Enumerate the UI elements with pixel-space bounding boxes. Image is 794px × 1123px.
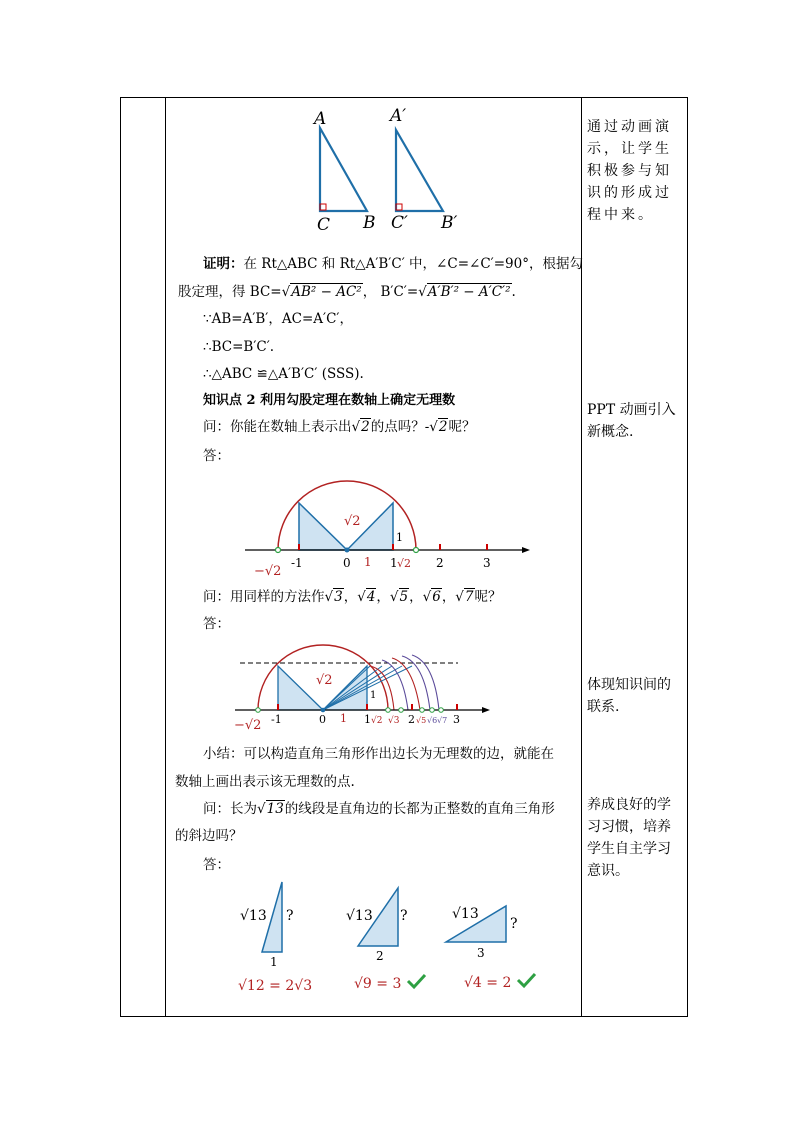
- q1-text-c: 呢？: [448, 419, 476, 435]
- arc-2: [382, 660, 408, 710]
- q1-radicand: 2: [361, 419, 370, 435]
- summary-line-2: 数轴上画出表示该无理数的点.: [175, 774, 355, 790]
- tick-2: [411, 704, 413, 710]
- proof-line-1: [203, 254, 583, 274]
- q2-text: 问：用同样的方法作: [203, 589, 325, 605]
- label-a: A: [314, 109, 327, 129]
- proof-lead: 证明：: [203, 256, 244, 272]
- tick-3: [486, 544, 488, 550]
- q2-rad-7: 7: [464, 589, 474, 605]
- pt-sqrt6: [430, 708, 435, 713]
- q2-end: 呢？: [474, 589, 502, 605]
- label-neg1: -1: [271, 713, 282, 726]
- answer-1: 答：: [203, 448, 230, 464]
- hypotenuse-label: √2: [344, 514, 361, 529]
- t3-hyp: √13: [452, 906, 479, 922]
- label-neg1: -1: [291, 556, 303, 570]
- point-neg-sqrt2: [276, 548, 281, 553]
- pt-neg-sqrt2: [256, 708, 261, 713]
- label-c-prime: C′: [391, 213, 408, 233]
- t2-check-icon: [408, 975, 425, 987]
- number-line-figure-2: [230, 640, 500, 740]
- proof-period: .: [511, 284, 516, 300]
- column-divider-1: [165, 98, 166, 1016]
- label-3: 3: [483, 556, 491, 570]
- axis-arrow: [482, 707, 490, 713]
- pt-origin: [321, 708, 326, 713]
- label-b: B: [363, 213, 376, 233]
- pt-sqrt3: [399, 708, 404, 713]
- point-sqrt2: [414, 548, 419, 553]
- label-0: 0: [319, 713, 326, 726]
- t1-hyp: √13: [240, 908, 267, 924]
- t1-leg: 1: [270, 955, 278, 969]
- column-divider-2: [581, 98, 582, 1016]
- radicand-b2c2: A′B′² − A′C′²: [427, 284, 511, 300]
- q1-text-b: 的点吗？-: [370, 419, 430, 435]
- tick-3: [456, 704, 458, 710]
- label-sqrt2: √2: [397, 557, 412, 570]
- sqrt-sign-2: √: [418, 284, 427, 300]
- t2-leg: 2: [376, 949, 384, 963]
- tick-2: [439, 544, 441, 550]
- q3-radicand: 13: [266, 801, 284, 817]
- t3-result: √4 = 2: [464, 975, 512, 991]
- label-0: 0: [343, 556, 351, 570]
- axis-arrow: [522, 547, 530, 553]
- proof-b2c2-text: ， B′C′=: [362, 284, 419, 300]
- radicand-bc: AB² − AC²: [291, 284, 362, 300]
- proof-line-4: ∴BC=B′C′.: [203, 339, 275, 355]
- q1-text-a: 问：你能在数轴上表示出: [203, 419, 352, 435]
- proof-text-1: 在 Rt△ABC 和 Rt△A′B′C′ 中，∠C=∠C′=90°，根据勾: [243, 256, 583, 272]
- label-neg-sqrt2: −√2: [234, 718, 262, 733]
- label-1: 1: [390, 556, 398, 570]
- label-c: C: [317, 215, 331, 235]
- triangle-abc: [320, 128, 367, 211]
- side-note-3: 体现知识间的联系.: [587, 677, 671, 715]
- left-right-triangle: [299, 503, 347, 550]
- t3-leg: 3: [477, 946, 485, 960]
- tick-1: [366, 704, 368, 710]
- tick-neg1: [298, 544, 300, 550]
- answer-3: 答：: [203, 857, 230, 873]
- q3-text-b: 的线段是直角边的长都为正整数的直角三角形: [284, 801, 555, 817]
- label-sqrt5: √5: [416, 716, 427, 725]
- sqrt-sign: √: [281, 284, 291, 300]
- t3-question: ?: [510, 916, 518, 932]
- label-1: 1: [364, 713, 371, 726]
- answer-2: 答：: [203, 616, 230, 632]
- proof-line-3: ∵AB=A′B′，AC=A′C′，: [203, 311, 353, 327]
- point-origin: [345, 548, 350, 553]
- pt-sqrt2: [386, 708, 391, 713]
- pt-sqrt7: [439, 708, 444, 713]
- hypotenuse-label: √2: [316, 673, 333, 688]
- q2-rad-5: 5: [399, 589, 409, 605]
- question-1: 问：你能在数轴上表示出√2的点吗？-√2呢？: [203, 419, 476, 435]
- knowledge-point-2-title: 知识点 2 利用勾股定理在数轴上确定无理数: [203, 393, 456, 408]
- t2-result: √9 = 3: [354, 976, 402, 992]
- summary-line-1: 小结：可以构造直角三角形作出边长为无理数的边，就能在: [203, 746, 554, 762]
- label-sqrt3: √3: [388, 716, 400, 726]
- t3-check-icon: [518, 974, 535, 986]
- q2-rad-4: 4: [366, 589, 376, 605]
- q1-radicand-neg: 2: [438, 419, 448, 435]
- label-2: 2: [408, 713, 415, 726]
- side-note-1: 通过动画演示，让学生积极参与知识的形成过程中来。: [587, 119, 672, 223]
- number-line-figure-1: [240, 478, 540, 583]
- t2-hyp: √13: [346, 908, 373, 924]
- label-unit: 1: [364, 555, 372, 569]
- tick-neg1: [277, 704, 279, 710]
- label-b-prime: B′: [441, 213, 458, 233]
- t2-question: ?: [400, 908, 408, 924]
- integer-legs-figure: [232, 878, 552, 998]
- triangle-a2b2c2: [396, 130, 443, 211]
- proof-line-5: ∴△ABC ≌△A′B′C′ (SSS).: [203, 366, 364, 382]
- proof-line-2: [178, 282, 516, 302]
- q2-rad-6: 6: [432, 589, 441, 605]
- congruent-triangles-figure: [300, 105, 480, 235]
- label-3: 3: [453, 713, 460, 726]
- label-sqrt2: √2: [371, 716, 383, 726]
- t1-question: ?: [286, 908, 294, 924]
- label-2: 2: [436, 556, 444, 570]
- proof-bc-text: 股定理，得 BC=: [178, 284, 282, 300]
- label-a-prime: A′: [390, 106, 407, 126]
- pt-sqrt5: [420, 708, 425, 713]
- label-unit: 1: [340, 712, 347, 725]
- label-sqrt6: √6: [427, 716, 438, 725]
- tick-1: [392, 544, 394, 550]
- leg-label: 1: [370, 690, 377, 701]
- question-3-line-2: 的斜边吗？: [175, 828, 243, 844]
- question-2: 问：用同样的方法作√3，√4，√5，√6，√7呢？: [203, 589, 502, 605]
- question-3: 问：长为√13的线段是直角边的长都为正整数的直角三角形: [203, 801, 555, 817]
- label-sqrt7: √7: [437, 716, 448, 725]
- side-note-4: 养成良好的学习习惯，培养学生自主学习意识。: [587, 797, 671, 879]
- q3-text-a: 问：长为: [203, 801, 257, 817]
- t1-result: √12 = 2√3: [238, 978, 313, 994]
- leg-label: 1: [396, 531, 403, 544]
- label-neg-sqrt2: −√2: [254, 564, 282, 579]
- side-note-2: PPT 动画引入新概念.: [587, 402, 676, 440]
- q2-rad-3: 3: [334, 589, 343, 605]
